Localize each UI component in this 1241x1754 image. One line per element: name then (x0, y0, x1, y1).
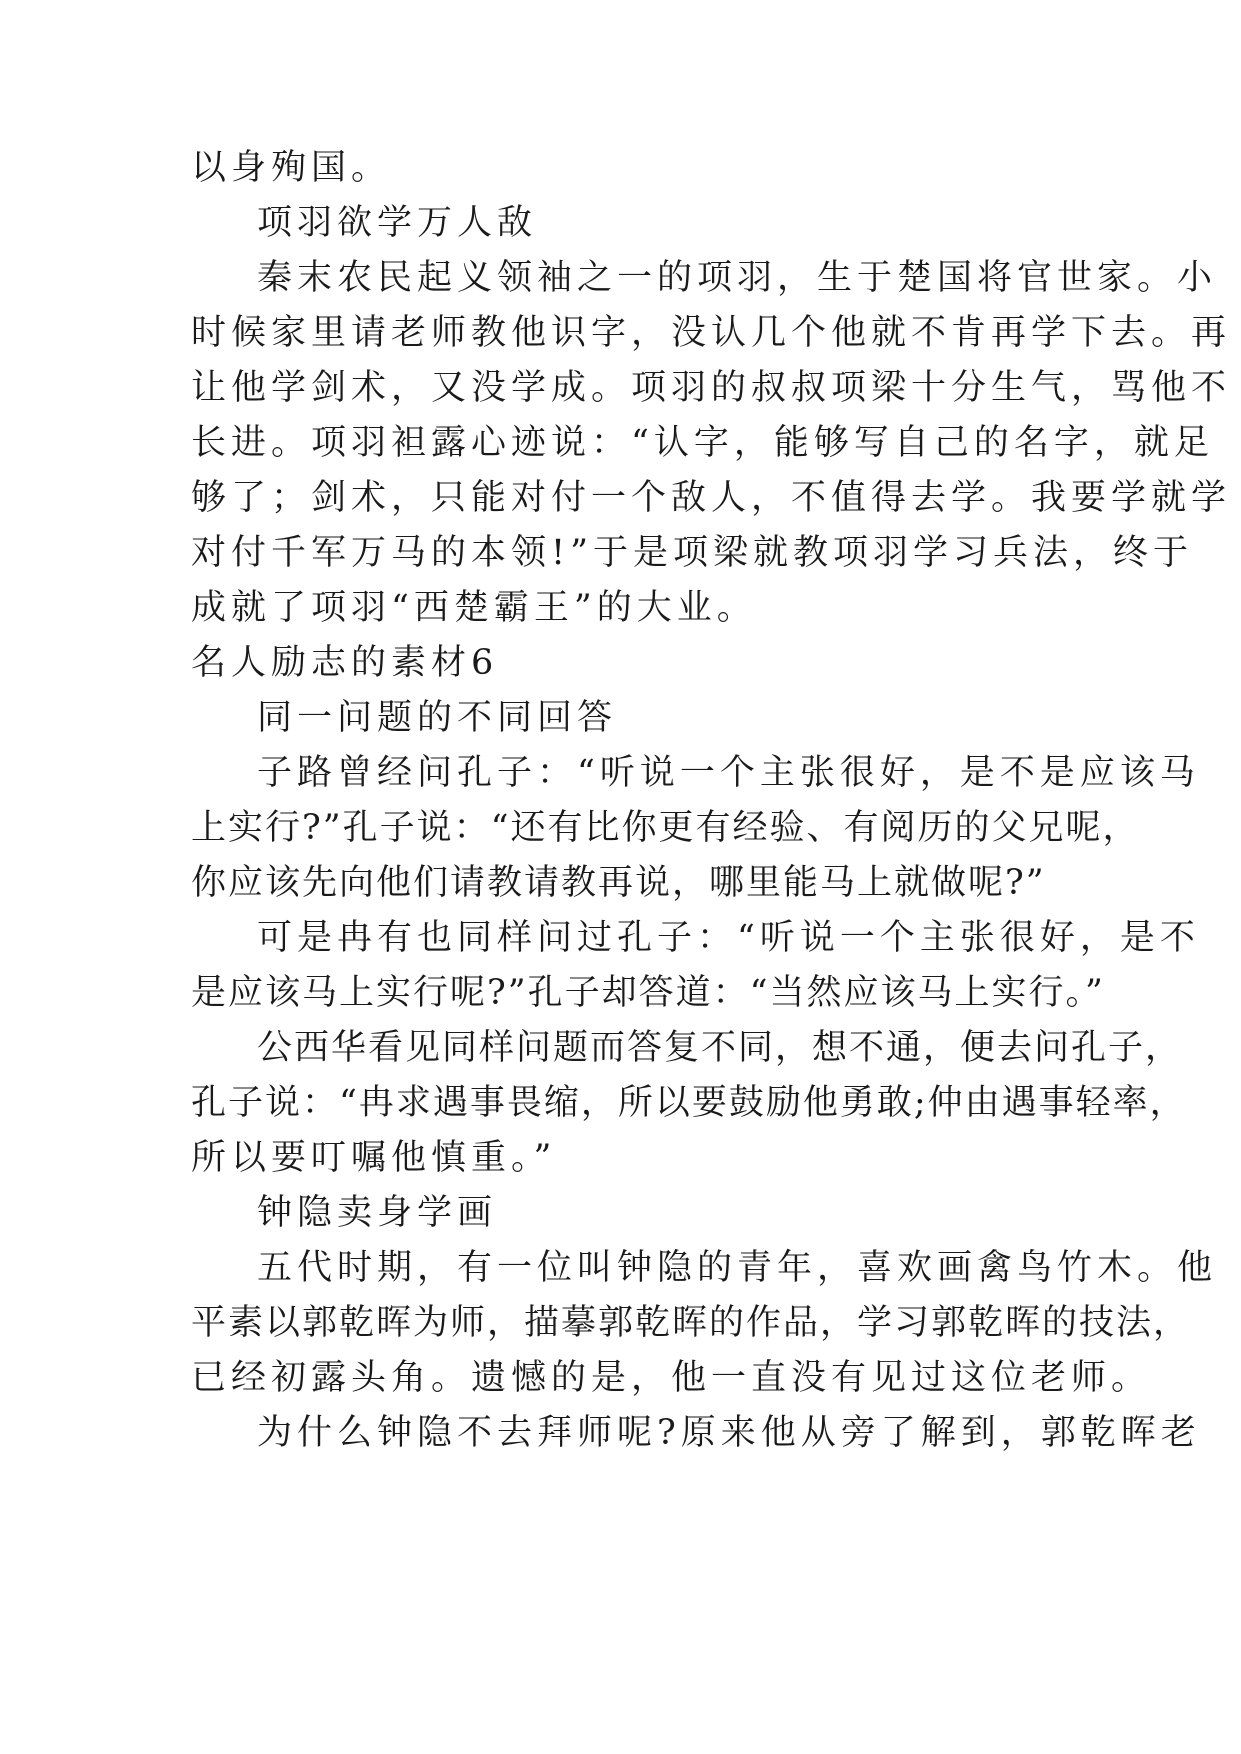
section-title: 名人励志的素材6 (191, 643, 499, 683)
story-heading: 项羽欲学万人敌 (257, 203, 538, 243)
text-line: 时候家里请老师教他识字，没认几个他就不肯再学下去。再 (191, 313, 1232, 353)
text-line: 让他学剑术，又没学成。项羽的叔叔项梁十分生气，骂他不 (191, 368, 1232, 408)
text-line: 孔子说：“冉求遇事畏缩，所以要鼓励他勇敢;仲由遇事轻率， (191, 1083, 1187, 1123)
text-line: 平素以郭乾晖为师，描摹郭乾晖的作品，学习郭乾晖的技法， (191, 1303, 1191, 1343)
text-line: 是应该马上实行呢?”孔子却答道：“当然应该马上实行。” (191, 973, 1105, 1013)
text-line: 已经初露头角。遗憾的是，他一直没有见过这位老师。 (191, 1358, 1152, 1398)
text-line: 成就了项羽“西楚霸王”的大业。 (191, 588, 757, 628)
text-line: 你应该先向他们请教请教再说，哪里能马上就做呢?” (191, 863, 1046, 903)
text-line: 子路曾经问孔子：“听说一个主张很好，是不是应该马 (257, 753, 1200, 793)
text-line: 公西华看见同样问题而答复不同，想不通，便去问孔子， (257, 1028, 1183, 1068)
text-line: 以身殉国。 (191, 148, 392, 188)
text-line: 可是冉有也同样问过孔子：“听说一个主张很好，是不 (257, 918, 1200, 958)
text-line: 上实行?”孔子说：“还有比你更有经验、有阅历的父兄呢， (191, 808, 1140, 848)
text-line: 对付千军万马的本领!”于是项梁就教项羽学习兵法，终于 (191, 533, 1193, 573)
text-line: 够了；剑术，只能对付一个敌人，不值得去学。我要学就学 (191, 478, 1232, 518)
text-line: 秦末农民起义领袖之一的项羽，生于楚国将官世家。小 (257, 258, 1218, 298)
text-line: 为什么钟隐不去拜师呢?原来他从旁了解到，郭乾晖老 (257, 1413, 1201, 1453)
story-heading: 同一问题的不同回答 (257, 698, 618, 738)
text-line: 所以要叮嘱他慎重。” (191, 1138, 557, 1178)
text-line: 五代时期，有一位叫钟隐的青年，喜欢画禽鸟竹木。他 (257, 1248, 1218, 1288)
text-line: 长进。项羽袒露心迹说：“认字，能够写自己的名字，就足 (191, 423, 1214, 463)
story-heading: 钟隐卖身学画 (257, 1193, 498, 1233)
